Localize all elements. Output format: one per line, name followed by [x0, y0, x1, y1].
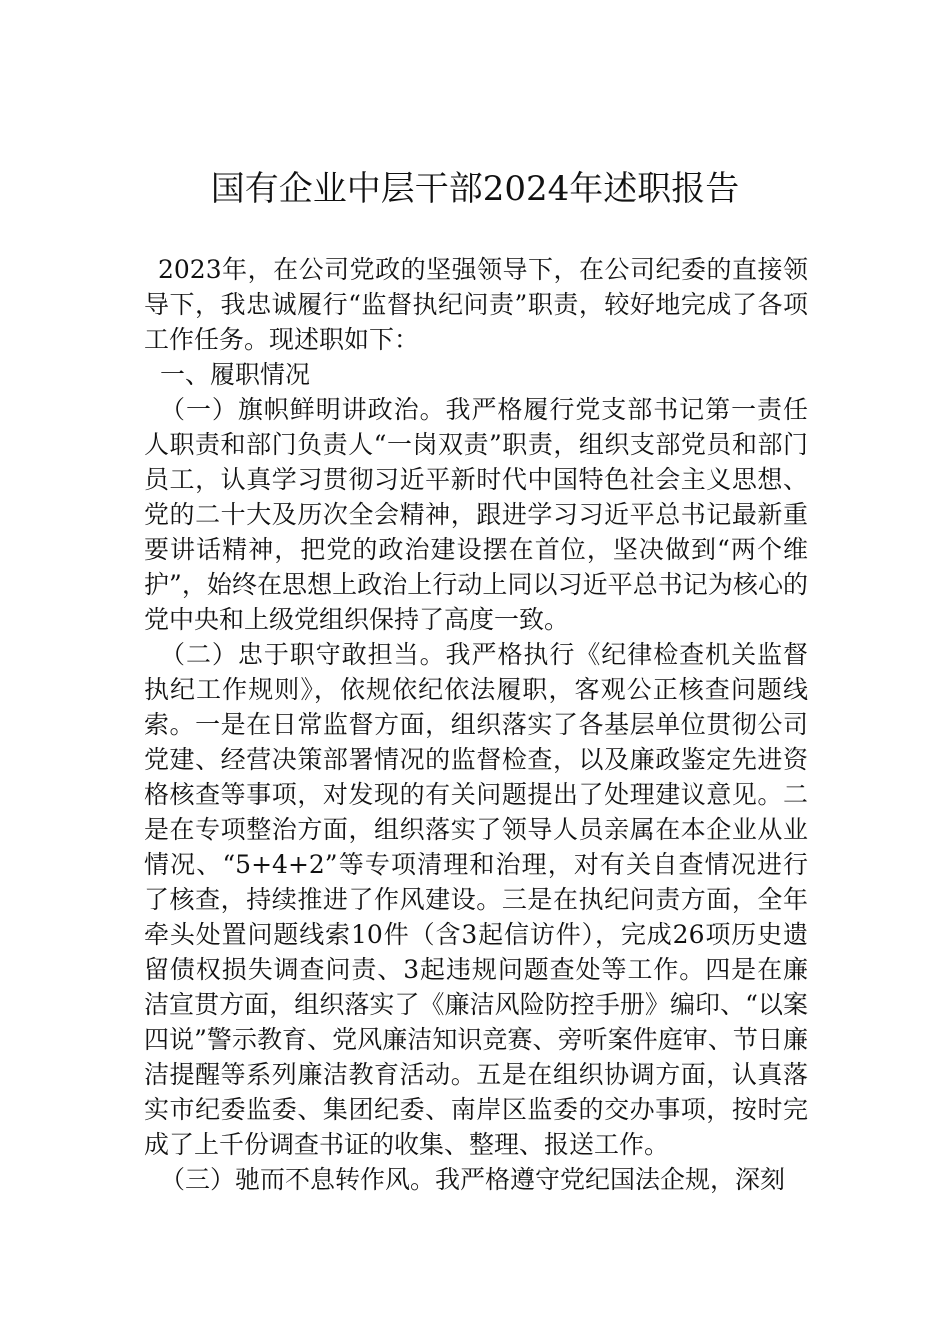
intro-paragraph: 2023年，在公司党政的坚强领导下，在公司纪委的直接领导下，我忠诚履行“监督执纪问责”职责，较好地完成了各项工作任务。现述职如下： [144, 255, 808, 354]
paragraph-style: （三）驰而不息转作风。我严格遵守党纪国法企规，深刻 [160, 1165, 786, 1194]
document-body [144, 252, 808, 1197]
paragraph-politics: （一）旗帜鲜明讲政治。我严格履行党支部书记第一责任人职责和部门负责人“一岗双责”职责，组织支部党员和部门员工，认真学习贯彻习近平新时代中国特色社会主义思想、党的二十大及历次全会精神，跟进学习习近平总书记最新重要讲话精神，把党的政治建设摆在首位，坚决做到“两个维护”，始终在思想上政治上行动上同以习近平总书记为核心的党中央和上级党组织保持了高度一致。 [144, 395, 808, 634]
paragraph-duty: （二）忠于职守敢担当。我严格执行《纪律检查机关监督执纪工作规则》，依规依纪依法履职，客观公正核查问题线索。一是在日常监督方面，组织落实了各基层单位贯彻公司党建、经营决策部署情况的监督检查，以及廉政鉴定先进资格核查等事项，对发现的有关问题提出了处理建议意见。二是在专项整治方面，组织落实了领导人员亲属在本企业从业情况、“5+4+2”等专项清理和治理，对有关自查情况进行了核查，持续推进了作风建设。三是在执纪问责方面，全年牵头处置问题线索10件（含3起信访件），完成26项历史遗留债权损失调查问责、3起违规问题查处等工作。四是在廉洁宣贯方面，组织落实了《廉洁风险防控手册》编印、“以案四说”警示教育、党风廉洁知识竞赛、旁听案件庭审、节日廉洁提醒等系列廉洁教育活动。五是在组织协调方面，认真落实市纪委监委、集团纪委、南岸区监委的交办事项，按时完成了上千份调查书证的收集、整理、报送工作。 [144, 640, 808, 1159]
section-heading: 一、履职情况 [160, 360, 311, 389]
document-title: 国有企业中层干部2024年述职报告 [210, 169, 740, 209]
